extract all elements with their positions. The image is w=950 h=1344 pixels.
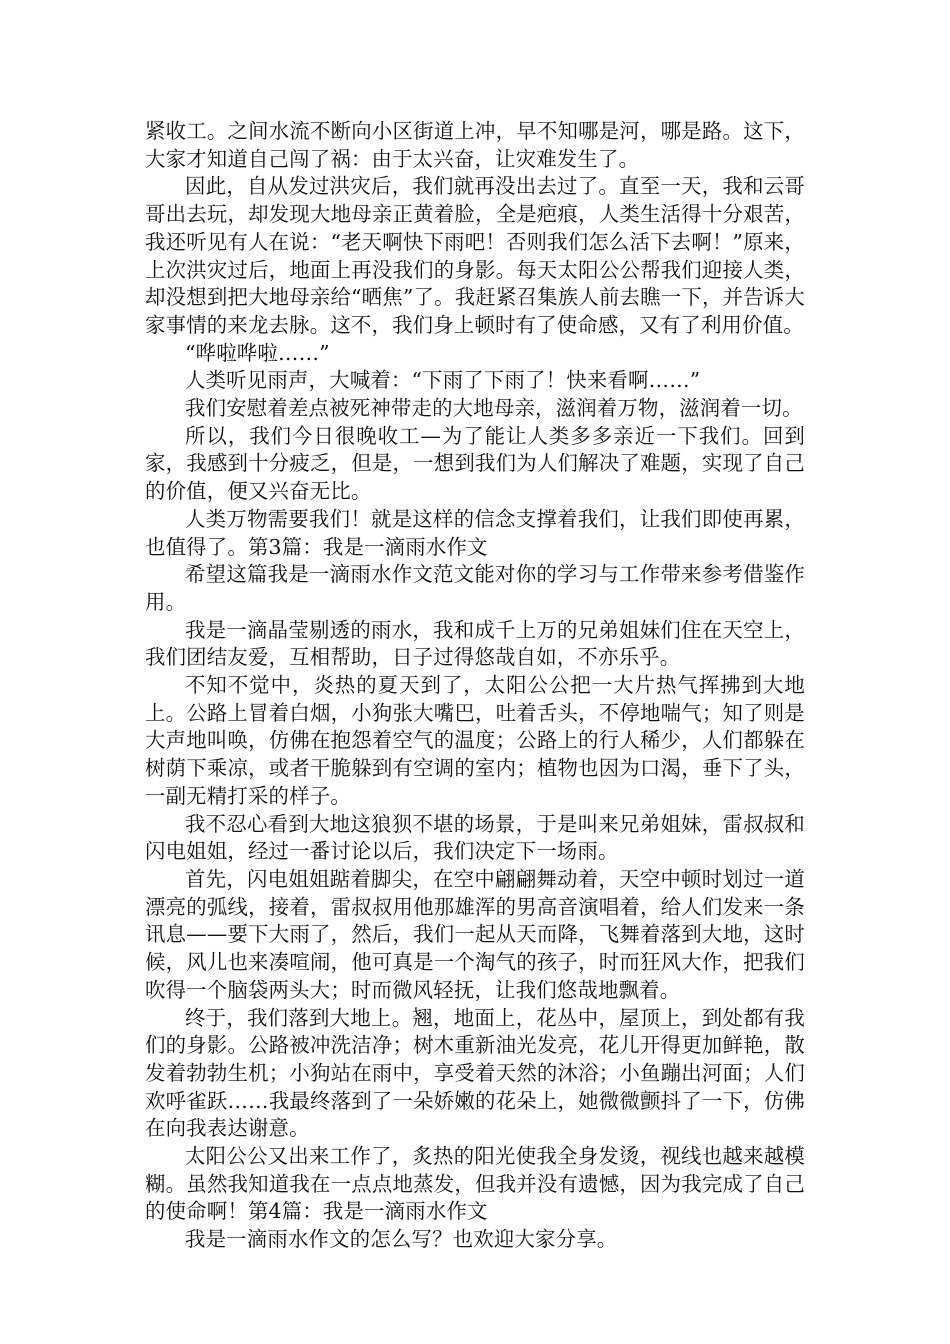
- paragraph: 我不忍心看到大地这狼狈不堪的场景，于是叫来兄弟姐妹，雷叔叔和闪电姐姐，经过一番讨论以后，我们决定下一场雨。: [145, 811, 805, 864]
- paragraph: 人类听见雨声，大喊着：“下雨了下雨了！快来看啊……”: [185, 368, 701, 393]
- paragraph: 人类万物需要我们！就是这样的信念支撑着我们，让我们即使再累，也值得了。第3篇：我是一滴雨水作文: [145, 506, 805, 559]
- paragraph: 所以，我们今日很晚收工—为了能让人类多多亲近一下我们。回到家，我感到十分疲乏，但是，一想到我们为人们解决了难题，实现了自己的价值，便又兴奋无比。: [145, 423, 805, 504]
- paragraph: 因此，自从发过洪灾后，我们就再没出去过了。直至一天，我和云哥哥出去玩，却发现大地母亲正黄着脸，全是疤痕，人类生活得十分艰苦，我还听见有人在说：“老天啊快下雨吧！否则我们怎么活下去啊！”原来，上次洪灾过后，地面上再没我们的身影。每天太阳公公帮我们迎接人类，却没想到把大地母亲给“晒焦”了。我赶紧召集族人前去瞧一下，并告诉大家事情的来龙去脉。这不，我们身上顿时有了使命感，又有了利用价值。: [145, 174, 805, 337]
- paragraph: “哗啦哗啦……”: [185, 340, 330, 365]
- paragraph: 不知不觉中，炎热的夏天到了，太阳公公把一大片热气挥拂到大地上。公路上冒着白烟，小狗张大嘴巴，吐着舌头，不停地喘气；知了则是大声地叫唤，仿佛在抱怨着空气的温度；公路上的行人稀少，人们都躲在树荫下乘凉，或者干脆躲到有空调的室内；植物也因为口渴，垂下了头，一副无精打采的样子。: [145, 673, 805, 808]
- paragraph: 终于，我们落到大地上。翘，地面上，花丛中，屋顶上，到处都有我们的身影。公路被冲洗洁净；树木重新油光发亮，花儿开得更加鲜艳，散发着勃勃生机；小狗站在雨中，享受着天然的沐浴；小鱼蹦出河面；人们欢呼雀跃……我最终落到了一朵娇嫩的花朵上，她微微颤抖了一下，仿佛在向我表达谢意。: [145, 1005, 805, 1141]
- paragraph: 我是一滴雨水作文的怎么写？也欢迎大家分享。: [185, 1227, 618, 1252]
- paragraph: 首先，闪电姐姐踮着脚尖，在空中翩翩舞动着，天空中顿时划过一道漂亮的弧线，接着，雷叔叔用他那雄浑的男高音演唱着，给人们发来一条讯息——要下大雨了，然后，我们一起从天而降，飞舞着落到大地，这时候，风儿也来凑喧闹，他可真是一个淘气的孩子，时而狂风大作，把我们吹得一个脑袋两头大；时而微风轻抚，让我们悠哉地飘着。: [145, 866, 805, 1002]
- paragraph: 我们安慰着差点被死神带走的大地母亲，滋润着万物，滋润着一切。: [185, 396, 803, 421]
- paragraph: 太阳公公又出来工作了，炙热的阳光使我全身发烫，视线也越来越模糊。虽然我知道我在一点点地蒸发，但我并没有遗憾，因为我完成了自己的使命啊！第4篇：我是一滴雨水作文: [145, 1144, 805, 1224]
- paragraph: 我是一滴晶莹剔透的雨水，我和成千上万的兄弟姐妹们住在天空上，我们团结友爱，互相帮助，日子过得悠哉自如，不亦乐乎。: [145, 617, 805, 670]
- paragraph-continuation: 紧收工。之间水流不断向小区街道上冲，早不知哪是河，哪是路。这下，大家才知道自己闯了祸：由于太兴奋，让灾难发生了。: [145, 119, 805, 171]
- essay-body: [145, 118, 805, 1254]
- paragraph: 希望这篇我是一滴雨水作文范文能对你的学习与工作带来参考借鉴作用。: [145, 562, 805, 614]
